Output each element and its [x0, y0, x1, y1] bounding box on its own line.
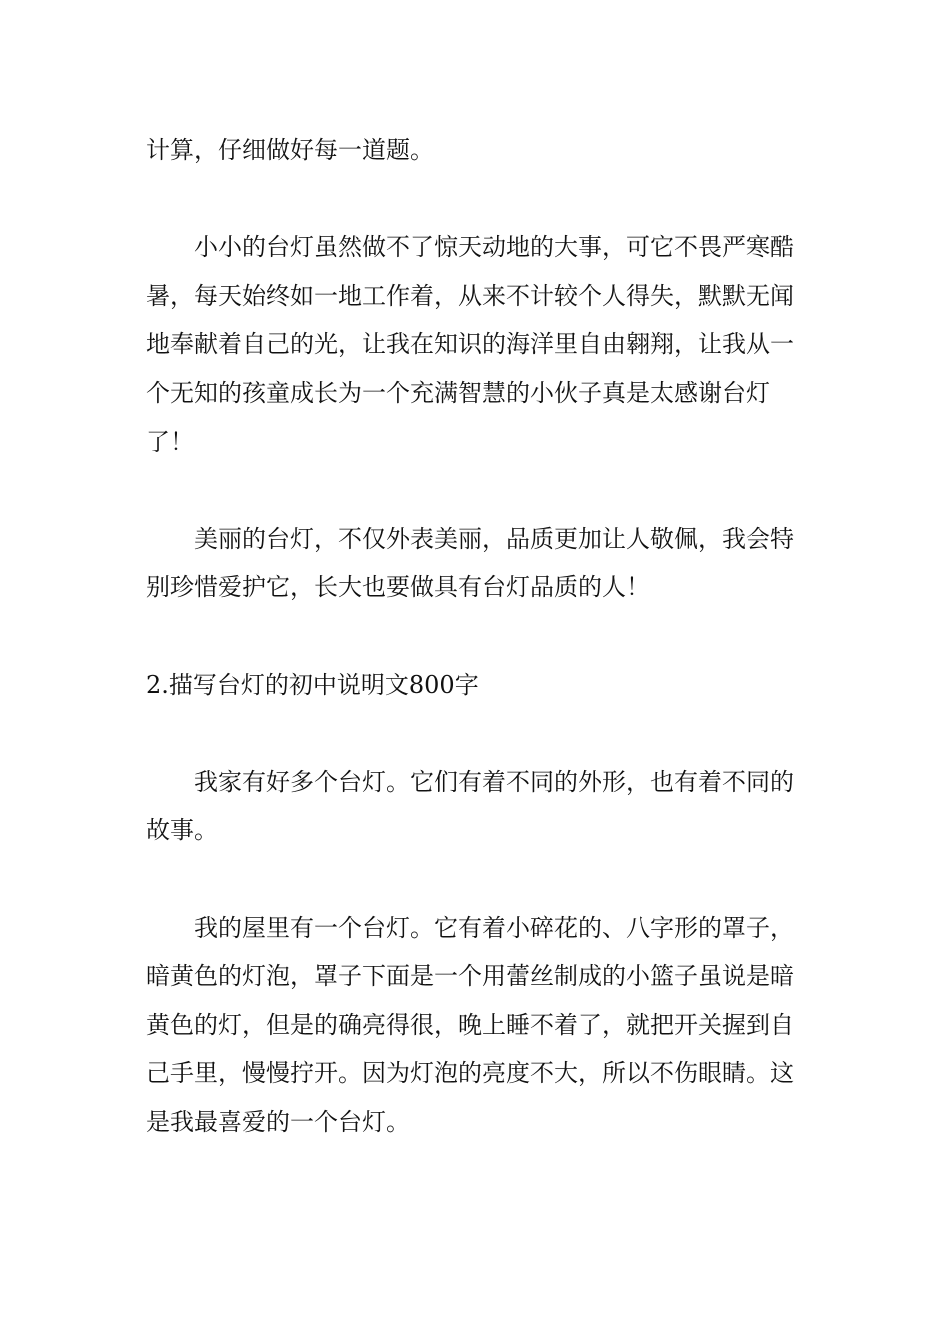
paragraph-continuation: 计算，仔细做好每一道题。	[146, 136, 434, 164]
document-page	[146, 126, 808, 1146]
paragraph-many-lamps: 我家有好多个台灯。它们有着不同的外形，也有着不同的故事。	[146, 767, 794, 845]
section-heading: 2.描写台灯的初中说明文800字	[146, 670, 479, 699]
paragraph-lamp-quality: 美丽的台灯，不仅外表美丽，品质更加让人敬佩，我会特别珍惜爱护它，长大也要做具有台灯品质的人！	[146, 524, 794, 602]
paragraph-room-lamp: 我的屋里有一个台灯。它有着小碎花的、八字形的罩子，暗黄色的灯泡，罩子下面是一个用蕾丝制成的小篮子虽说是暗黄色的灯，但是的确亮得很，晚上睡不着了，就把开关握到自己手里，慢慢拧开。因为灯泡的亮度不大，所以不伤眼睛。这是我最喜爱的一个台灯。	[146, 913, 794, 1136]
paragraph-lamp-dedication: 小小的台灯虽然做不了惊天动地的大事，可它不畏严寒酷暑，每天始终如一地工作着，从来不计较个人得失，默默无闻地奉献着自己的光，让我在知识的海洋里自由翱翔，让我从一个无知的孩童成长为一个充满智慧的小伙子真是太感谢台灯了！	[146, 233, 794, 456]
